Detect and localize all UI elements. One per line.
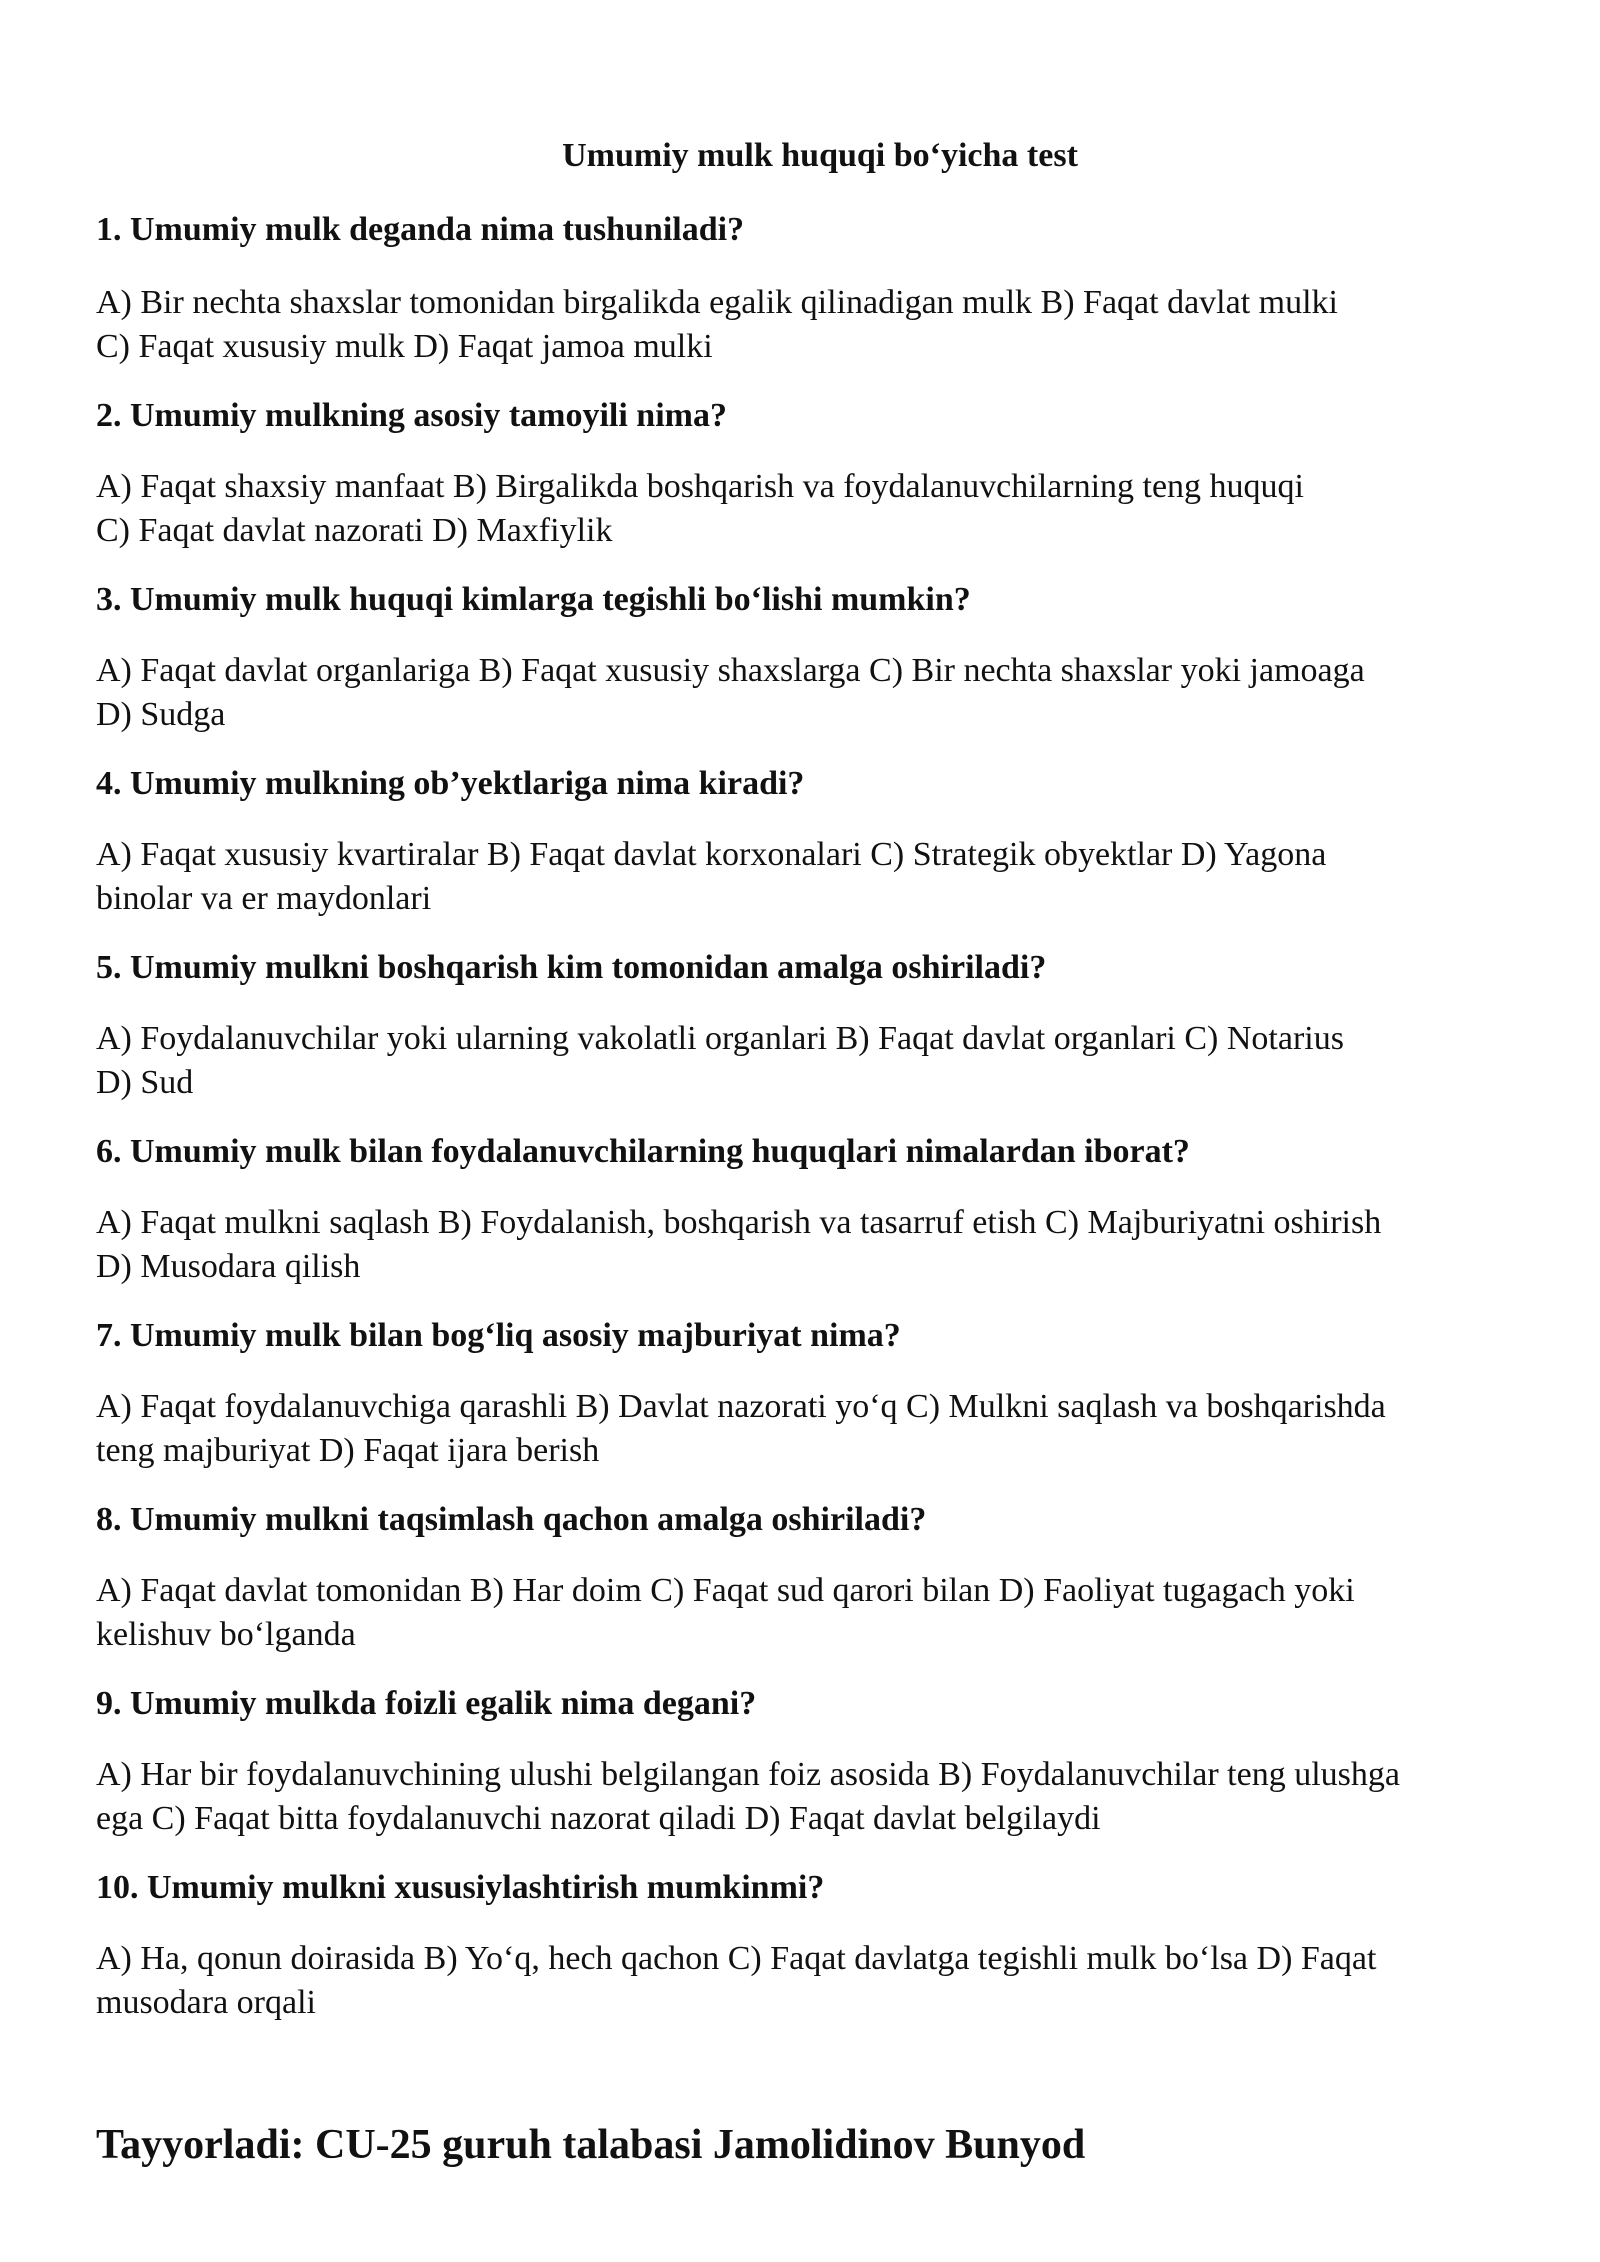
answer-options-1 — [96, 281, 1556, 369]
answer-line: ega C) Faqat bitta foydalanuvchi nazorat qiladi D) Faqat davlat belgilaydi — [96, 1800, 1101, 1837]
question-heading-9: 9. Umumiy mulkda foizli egalik nima degani? — [96, 1685, 757, 1722]
answer-line: A) Faqat davlat organlariga B) Faqat xususiy shaxslarga C) Bir nechta shaxslar yoki jamoaga — [96, 652, 1365, 689]
answer-line: A) Foydalanuvchilar yoki ularning vakolatli organlari B) Faqat davlat organlari C) Notarius — [96, 1020, 1344, 1057]
answer-options-10 — [96, 1937, 1556, 2025]
answer-line: A) Har bir foydalanuvchining ulushi belgilangan foiz asosida B) Foydalanuvchilar teng ulushga — [96, 1756, 1400, 1793]
question-heading-4: 4. Umumiy mulkning ob’yektlariga nima kiradi? — [96, 765, 805, 802]
answer-line: A) Ha, qonun doirasida B) Yo‘q, hech qachon C) Faqat davlatga tegishli mulk bo‘lsa D) Faqat — [96, 1940, 1377, 1977]
answer-options-3 — [96, 649, 1556, 737]
answer-line: D) Sud — [96, 1064, 194, 1101]
question-heading-1: 1. Umumiy mulk deganda nima tushuniladi? — [96, 211, 745, 248]
answer-line: musodara orqali — [96, 1984, 316, 2021]
answer-line: kelishuv bo‘lganda — [96, 1616, 356, 1653]
answer-options-4 — [96, 833, 1556, 921]
answer-line: binolar va er maydonlari — [96, 880, 432, 917]
author-signature-line: Tayyorladi: CU-25 guruh talabasi Jamolidinov Bunyod — [96, 2122, 1086, 2168]
question-heading-7: 7. Umumiy mulk bilan bog‘liq asosiy majburiyat nima? — [96, 1317, 901, 1354]
answer-line: D) Musodara qilish — [96, 1248, 361, 1285]
question-heading-3: 3. Umumiy mulk huquqi kimlarga tegishli bo‘lishi mumkin? — [96, 581, 971, 618]
answer-line: A) Bir nechta shaxslar tomonidan birgalikda egalik qilinadigan mulk B) Faqat davlat mulki — [96, 284, 1338, 321]
answer-line: A) Faqat davlat tomonidan B) Har doim C) Faqat sud qarori bilan D) Faoliyat tugagach yoki — [96, 1572, 1355, 1609]
question-heading-8: 8. Umumiy mulkni taqsimlash qachon amalga oshiriladi? — [96, 1501, 927, 1538]
document-title: Umumiy mulk huquqi bo‘yicha test — [562, 137, 1078, 174]
answer-options-9 — [96, 1753, 1556, 1841]
answer-line: A) Faqat xususiy kvartiralar B) Faqat davlat korxonalari C) Strategik obyektlar D) Yagona — [96, 836, 1327, 873]
question-heading-10: 10. Umumiy mulkni xususiylashtirish mumkinmi? — [96, 1869, 825, 1906]
answer-line: A) Faqat foydalanuvchiga qarashli B) Davlat nazorati yo‘q C) Mulkni saqlash va boshqarishda — [96, 1388, 1386, 1425]
answer-options-7 — [96, 1385, 1556, 1473]
answer-options-5 — [96, 1017, 1556, 1105]
answer-line: C) Faqat davlat nazorati D) Maxfiylik — [96, 512, 613, 549]
answer-line: A) Faqat shaxsiy manfaat B) Birgalikda boshqarish va foydalanuvchilarning teng huquqi — [96, 468, 1304, 505]
question-heading-5: 5. Umumiy mulkni boshqarish kim tomonidan amalga oshiriladi? — [96, 949, 1047, 986]
answer-options-8 — [96, 1569, 1556, 1657]
answer-options-2 — [96, 465, 1556, 553]
answer-options-6 — [96, 1201, 1556, 1289]
answer-line: C) Faqat xususiy mulk D) Faqat jamoa mulki — [96, 328, 713, 365]
question-heading-6: 6. Umumiy mulk bilan foydalanuvchilarning huquqlari nimalardan iborat? — [96, 1133, 1190, 1170]
answer-line: A) Faqat mulkni saqlash B) Foydalanish, boshqarish va tasarruf etish C) Majburiyatni oshirish — [96, 1204, 1382, 1241]
answer-line: D) Sudga — [96, 696, 226, 733]
answer-line: teng majburiyat D) Faqat ijara berish — [96, 1432, 600, 1469]
question-heading-2: 2. Umumiy mulkning asosiy tamoyili nima? — [96, 397, 727, 434]
